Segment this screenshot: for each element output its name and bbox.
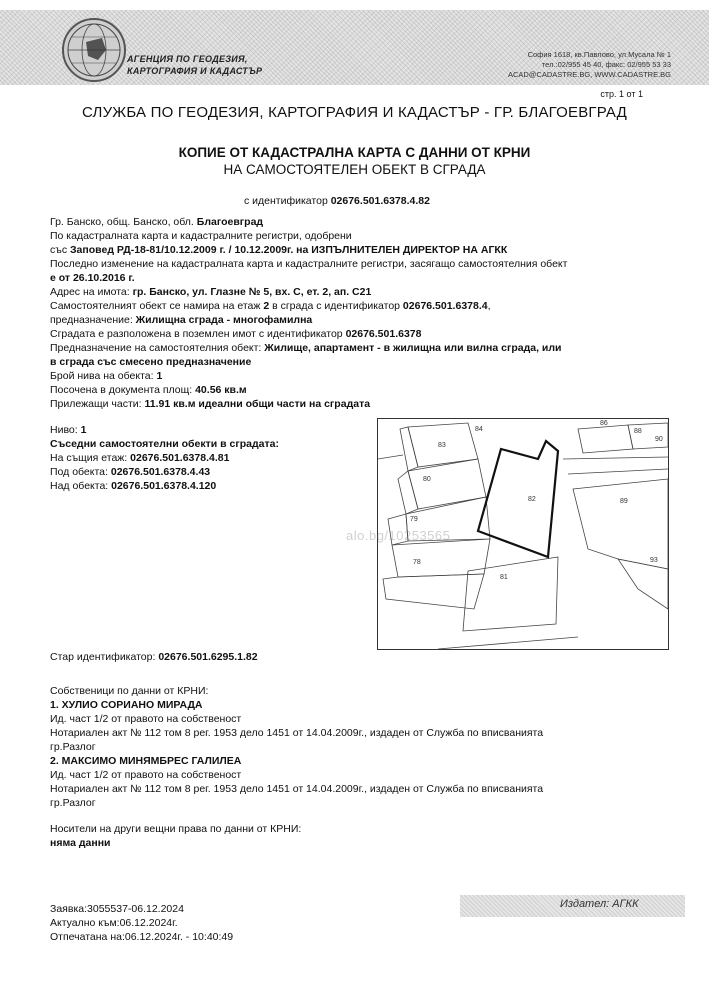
issuer: Издател: АГКК xyxy=(560,898,639,910)
map-label-83: 83 xyxy=(438,442,446,449)
location-line xyxy=(50,215,263,229)
map-label-79: 79 xyxy=(410,516,418,523)
object-purpose-label: Предназначение на самостоятелния обект: xyxy=(50,342,262,354)
page-number: стр. 1 от 1 xyxy=(600,89,643,99)
approved-line: По кадастралната карта и кадастралните регистри, одобрени xyxy=(50,230,352,242)
object-purpose-line xyxy=(50,341,562,355)
owner1-name: 1. ХУЛИО СОРИАНО МИРАДА xyxy=(50,699,203,711)
shared-value: 11.91 кв.м идеални общи части на сградата xyxy=(144,398,371,410)
map-label-82: 82 xyxy=(528,496,536,503)
old-identifier-value: 02676.501.6295.1.82 xyxy=(158,651,258,663)
floor-prefix: Самостоятелният обект се намира на етаж xyxy=(50,300,261,312)
owner1-deed: Нотариален акт № 112 том 8 рег. 1953 дело 1451 от 14.04.2009г., издаден от Служба по вписванията xyxy=(50,727,544,739)
map-label-80: 80 xyxy=(423,476,431,483)
level-line xyxy=(50,423,86,437)
parcel-86-shape xyxy=(578,425,633,453)
parcel-89-shape xyxy=(573,479,668,569)
same-floor-label: На същия етаж: xyxy=(50,452,128,464)
parcel-81-shape xyxy=(463,557,558,631)
contact-address: София 1618, кв.Павлово, ул.Мусала № 1 xyxy=(527,50,671,59)
address-line xyxy=(50,285,371,299)
current-line: Актуално към:06.12.2024г. xyxy=(50,917,178,929)
same-floor-line xyxy=(50,451,229,465)
level-label: Ниво: xyxy=(50,424,78,436)
above-value: 02676.501.6378.4.120 xyxy=(111,480,217,492)
floor-value: 2 xyxy=(263,300,270,312)
printed-line: Отпечатана на:06.12.2024г. - 10:40:49 xyxy=(50,931,234,943)
parcel-line xyxy=(50,327,421,341)
levels-value: 1 xyxy=(156,370,163,382)
identifier-label: с идентификатор xyxy=(244,195,328,207)
above-label: Над обекта: xyxy=(50,480,109,492)
address-value: гр. Банско, ул. Глазне № 5, вх. С, ет. 2, ап. С21 xyxy=(132,286,372,298)
location-region: Благоевград xyxy=(196,216,264,228)
floor-middle: в сграда с идентификатор xyxy=(272,300,400,312)
owner2-share: Ид. част 1/2 от правото на собственост xyxy=(50,769,242,781)
owner2-name: 2. МАКСИМО МИНЯМБРЕС ГАЛИЛЕА xyxy=(50,755,242,767)
levels-label: Брой нива на обекта: xyxy=(50,370,154,382)
request-line: Заявка:3055537-06.12.2024 xyxy=(50,903,184,915)
map-label-89: 89 xyxy=(620,498,628,505)
map-label-78: 78 xyxy=(413,559,421,566)
globe-icon xyxy=(64,20,124,80)
order-value: Заповед РД-18-81/10.12.2009 г. / 10.12.2009г. на ИЗПЪЛНИТЕЛЕН ДИРЕКТОР НА АГКК xyxy=(69,244,508,256)
below-value: 02676.501.6378.4.43 xyxy=(110,466,211,478)
document-title: КОПИЕ ОТ КАДАСТРАЛНА КАРТА С ДАННИ ОТ КРНИ xyxy=(178,145,531,160)
owner1-share: Ид. част 1/2 от правото на собственост xyxy=(50,713,242,725)
parcel-left-strip2-shape xyxy=(398,471,418,514)
purpose-value: Жилищна сграда - многофамилна xyxy=(135,314,313,326)
location-prefix: Гр. Банско, общ. Банско, обл. xyxy=(50,216,194,228)
shared-line xyxy=(50,397,370,411)
contact-phone: тел.:02/955 45 40, факс: 02/955 53 33 xyxy=(541,60,671,69)
parcel-left-strip-shape xyxy=(400,427,418,471)
other-rights-value: няма данни xyxy=(50,837,111,849)
map-label-84: 84 xyxy=(475,426,483,433)
document-subtitle: НА САМОСТОЯТЕЛЕН ОБЕКТ В СГРАДА xyxy=(223,162,486,177)
map-label-81: 81 xyxy=(500,574,508,581)
object-purpose-value: Жилище, апартамент - в жилищна или вилна сграда, или xyxy=(264,342,562,354)
identifier-line xyxy=(244,194,430,208)
other-rights-heading: Носители на други вещни права по данни от КРНИ: xyxy=(50,823,302,835)
parcel-id: 02676.501.6378 xyxy=(345,328,422,340)
address-label: Адрес на имота: xyxy=(50,286,130,298)
area-label: Посочена в документа площ: xyxy=(50,384,193,396)
parcel-93-shape xyxy=(618,559,668,609)
order-prefix: със xyxy=(50,244,68,256)
parcel-prefix: Сградата е разположена в поземлен имот с идентификатор xyxy=(50,328,343,340)
building-id: 02676.501.6378.4 xyxy=(402,300,488,312)
identifier-value: 02676.501.6378.4.82 xyxy=(330,195,430,207)
map-label-88: 88 xyxy=(634,428,642,435)
level-value: 1 xyxy=(80,424,87,436)
below-line xyxy=(50,465,210,479)
shared-label: Прилежащи части: xyxy=(50,398,142,410)
parcel-labels xyxy=(410,420,663,581)
agency-logo xyxy=(62,18,126,82)
old-identifier-label: Стар идентификатор: xyxy=(50,651,156,663)
above-line xyxy=(50,479,216,493)
area-line xyxy=(50,383,247,397)
purpose-label: предназначение: xyxy=(50,314,133,326)
area-value: 40.56 кв.м xyxy=(195,384,247,396)
watermark: alo.bg/10253565 xyxy=(346,528,451,543)
map-label-90: 90 xyxy=(655,436,663,443)
last-change-value: е от 26.10.2016 г. xyxy=(50,272,135,284)
owners-heading: Собственици по данни от КРНИ: xyxy=(50,685,209,697)
parcel-79-shape xyxy=(392,539,490,577)
levels-line xyxy=(50,369,162,383)
owner2-deed: Нотариален акт № 112 том 8 рег. 1953 дело 1451 от 14.04.2009г., издаден от Служба по вписванията xyxy=(50,783,544,795)
owner1-deed-city: гр.Разлог xyxy=(50,741,96,753)
last-change-line: Последно изменение на кадастралната карта и кадастралните регистри, засягащо самостоятелния обект xyxy=(50,258,568,270)
old-identifier-line xyxy=(50,650,258,664)
owner2-deed-city: гр.Разлог xyxy=(50,797,96,809)
neighbors-heading: Съседни самостоятелни обекти в сградата: xyxy=(50,438,279,450)
floor-line: Самостоятелният обект се намира на етаж 2 в сграда с идентификатор 02676.501.6378.4, xyxy=(50,300,491,312)
order-line xyxy=(50,243,507,257)
contact-web: ACAD@CADASTRE.BG, WWW.CADASTRE.BG xyxy=(507,70,671,79)
map-label-86: 86 xyxy=(600,420,608,427)
agency-name-line2: КАРТОГРАФИЯ И КАДАСТЪР xyxy=(127,66,263,76)
same-floor-value: 02676.501.6378.4.81 xyxy=(130,452,230,464)
agency-name-line1: АГЕНЦИЯ ПО ГЕОДЕЗИЯ, xyxy=(127,54,248,64)
purpose-line xyxy=(50,313,312,327)
below-label: Под обекта: xyxy=(50,466,108,478)
map-label-93: 93 xyxy=(650,557,658,564)
parcel-78-shape xyxy=(383,574,484,609)
object-purpose-value-cont: в сграда със смесено предназначение xyxy=(50,356,252,368)
service-title: СЛУЖБА ПО ГЕОДЕЗИЯ, КАРТОГРАФИЯ И КАДАСТЪР - ГР. БЛАГОЕВГРАД xyxy=(81,104,627,121)
